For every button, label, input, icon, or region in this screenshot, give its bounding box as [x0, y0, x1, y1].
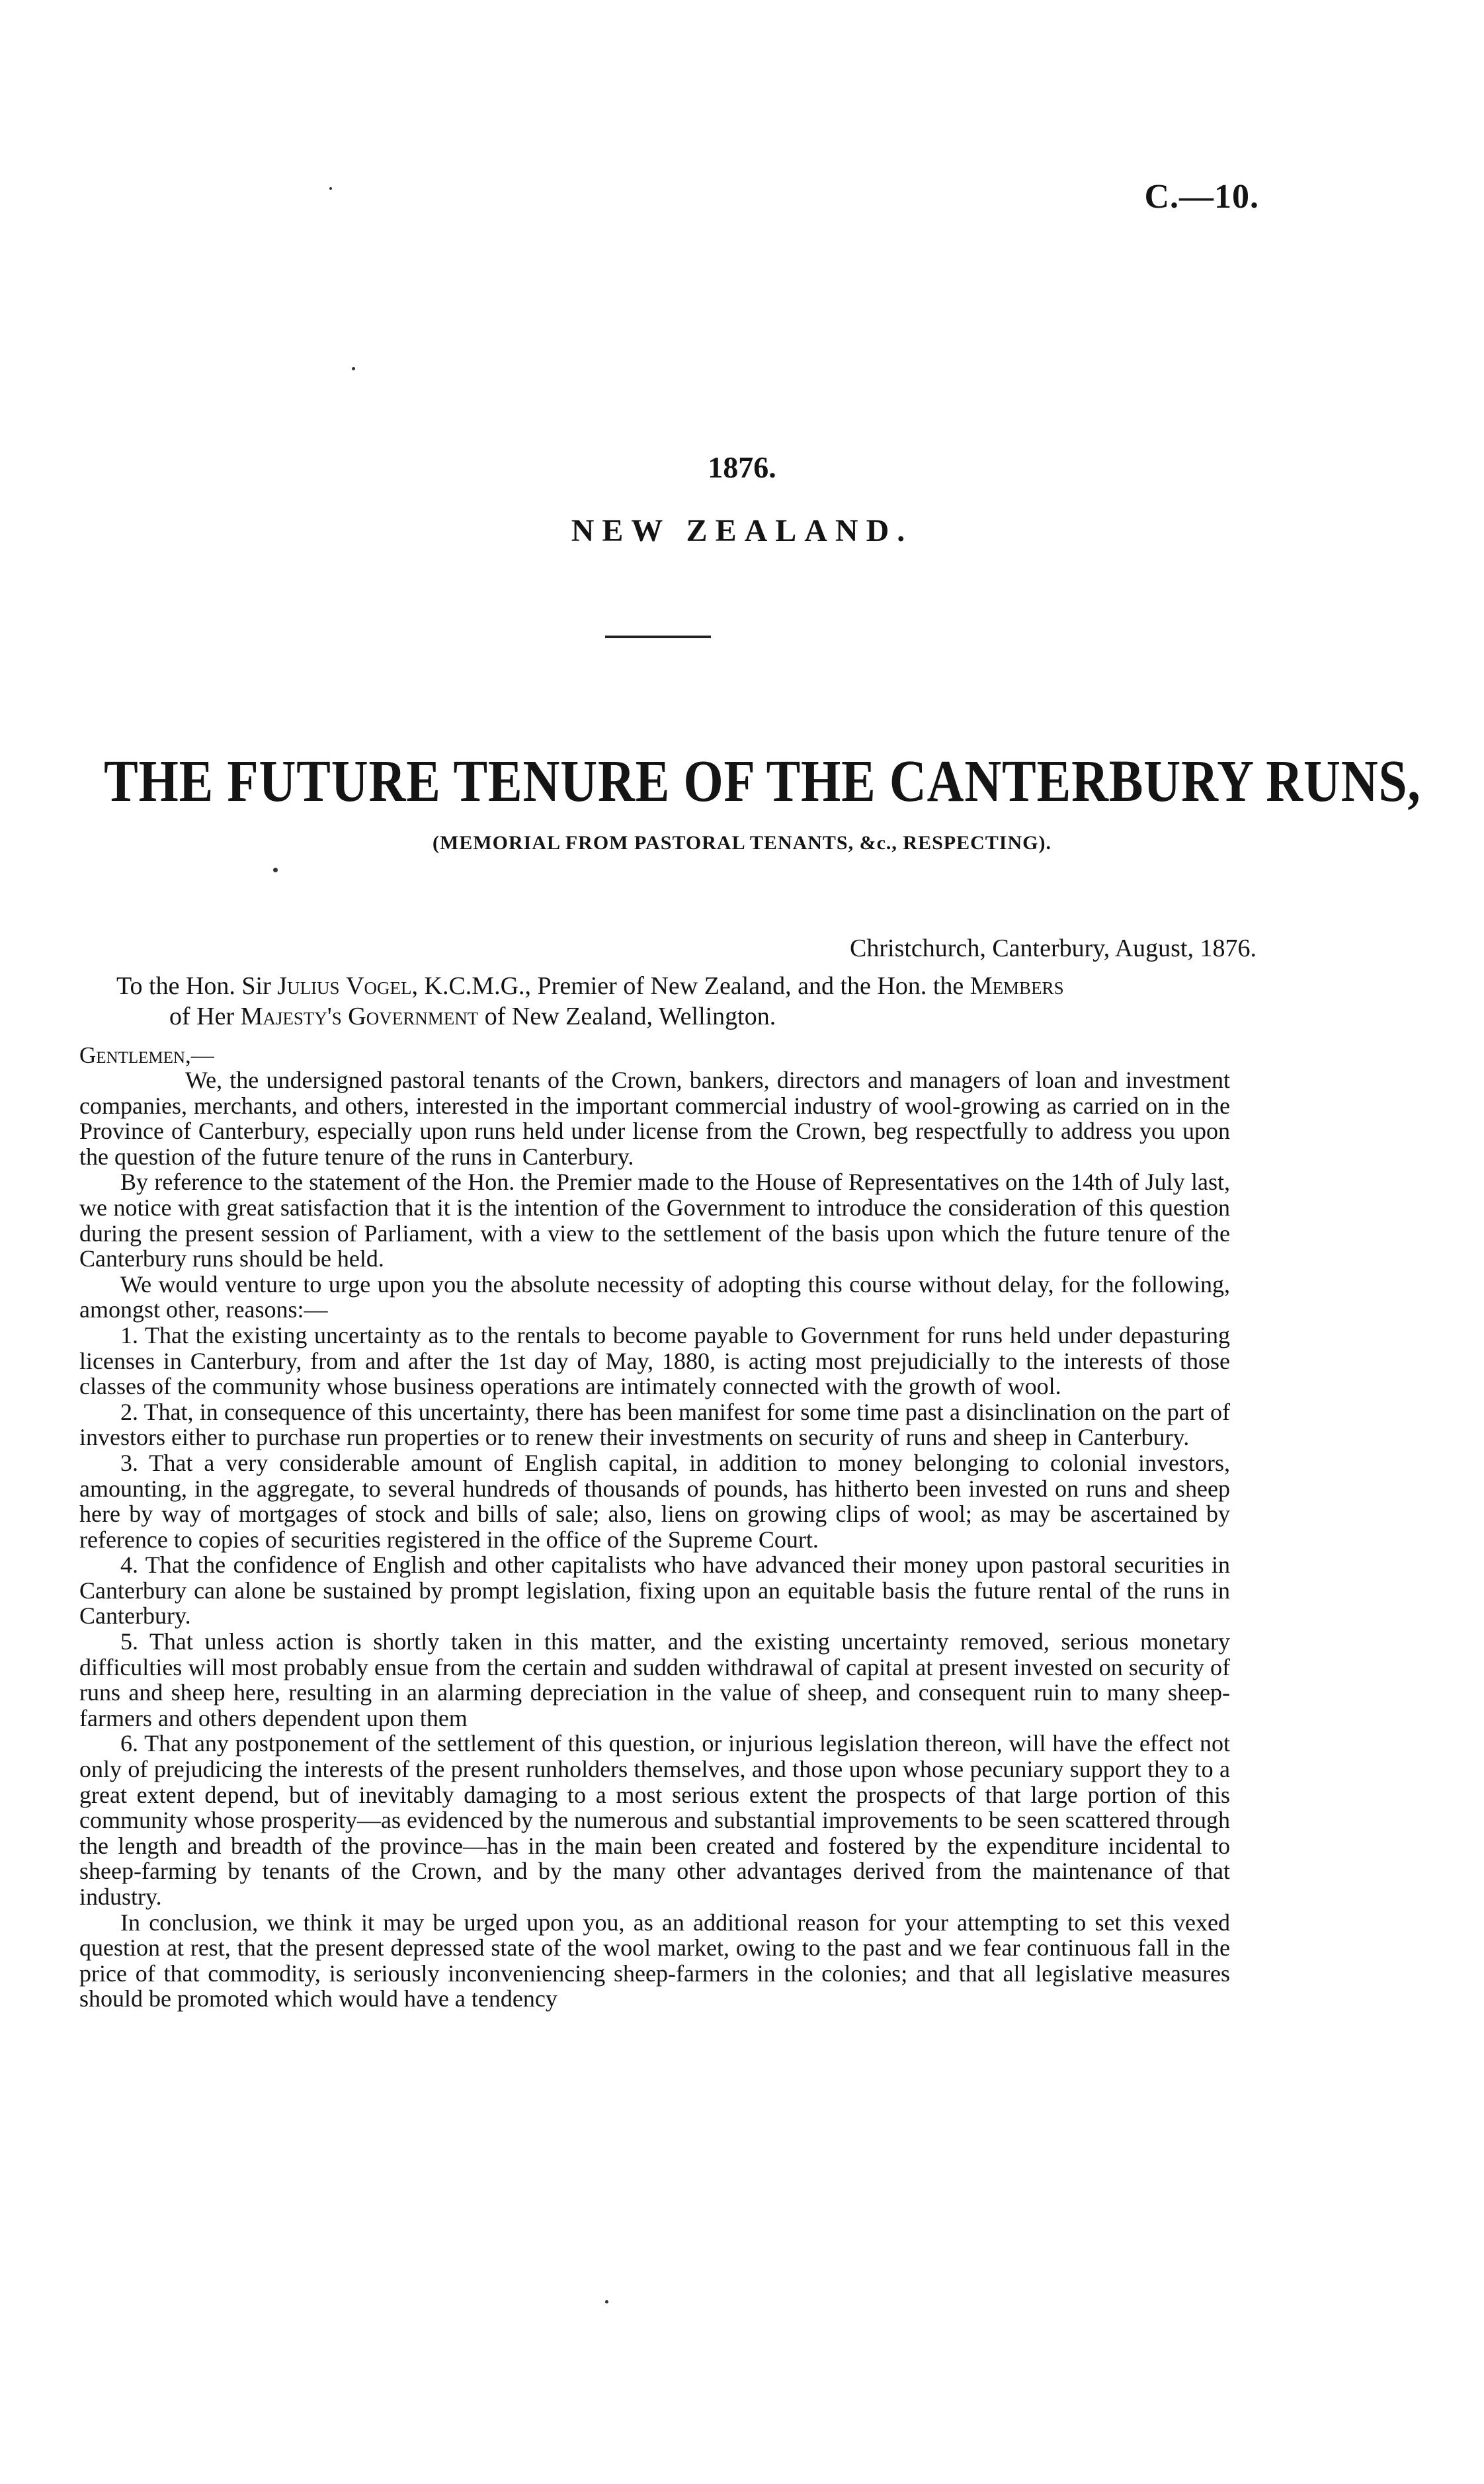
- address-majesty: Majesty's: [240, 1003, 342, 1030]
- body-paragraph: 1. That the existing uncertainty as to the rentals to become payable to Government for runs held under depasturing licenses in Canterbury, from and after the 1st day of May, 1880, is acting most prejudicially to the interests of those classes of the community whose business operations are intimately connected with the growth of wool.: [79, 1321, 1230, 1400]
- body-paragraph: We, the undersigned pastoral tenants of the Crown, bankers, directors and managers of loan and investment companies, merchants, and others, interested in the important commercial industry of wool-growing as carried on in the Province of Canterbury, especially upon runs held under license from the Crown, beg respectfully to address you upon the question of the future tenure of the runs in Canterbury.: [79, 1067, 1230, 1170]
- salutation: Gentlemen,—: [79, 1042, 214, 1068]
- document-title: THE FUTURE TENURE OF THE CANTERBURY RUNS,: [104, 749, 1421, 814]
- document-year: 1876.: [708, 450, 776, 484]
- body-paragraph: 4. That the confidence of English and other capitalists who have advanced their money upon pastoral securities in Canterbury can alone be sustained by prompt legislation, fixing upon an equitable basis the future rental of the runs in Canterbury.: [79, 1552, 1230, 1630]
- address-government: Government: [348, 1003, 479, 1030]
- address-text: of Her: [169, 1003, 235, 1030]
- place-and-date: Christchurch, Canterbury, August, 1876.: [850, 934, 1257, 962]
- memorial-body: [79, 1067, 1230, 2012]
- body-paragraph: 2. That, in consequence of this uncertainty, there has been manifest for some time past a disinclination on the part of investors either to purchase run properties or to renew their investments on security of runs and sheep in Canterbury.: [79, 1398, 1230, 1451]
- body-paragraph: 3. That a very considerable amount of English capital, in addition to money belonging to colonial investors, amounting, in the aggregate, to several hundreds of thousands of pounds, has hitherto been invested on runs and sheep here by way of mortgages of stock and bills of sale; also, liens on growing clips of wool; as may be ascertained by reference to copies of securities registered in the office of the Supreme Court.: [79, 1449, 1230, 1553]
- addressee-line-1: [116, 971, 1227, 1001]
- body-paragraph: 5. That unless action is shortly taken in this matter, and the existing uncertainty removed, serious monetary difficulties will most probably ensue from the certain and sudden withdrawal of capital at present invested on security of runs and sheep here, resulting in an alarming depreciation in the value of sheep, and consequent ruin to many sheep-farmers and others dependent upon them: [79, 1628, 1230, 1731]
- document-country: NEW ZEALAND.: [571, 513, 913, 548]
- speck-mark: [352, 367, 355, 370]
- address-members: Members: [969, 972, 1064, 1000]
- body-paragraph: 6. That any postponement of the settlement of this question, or injurious legislation thereon, will have the effect not only of prejudicing the interests of the present runholders themselves, and those upon whose pecuniary support they to a great extent depend, but of inevitably damaging to a most serious extent the prospects of that large portion of this community whose prosperity—as evidenced by the numerous and substantial improvements to be seen scattered through the length and breadth of the province—has in the main been created and fostered by the expenditure incidental to sheep-farming by tenants of the Crown, and by the many other advantages derived from the maintenance of that industry.: [79, 1730, 1230, 1910]
- body-paragraph: In conclusion, we think it may be urged upon you, as an additional reason for your attempting to set this vexed question at rest, that the present depressed state of the wool market, owing to the past and we fear continuous fall in the price of that commodity, is seriously inconveniencing sheep-farmers in the colonies; and that all legislative measures should be promoted which would have a tendency: [79, 1909, 1230, 2012]
- speck-mark: [273, 868, 278, 872]
- body-paragraph: By reference to the statement of the Hon. the Premier made to the House of Representatives on the 14th of July last, we notice with great satisfaction that it is the intention of the Government to introduce the consideration of this question during the present session of Parliament, with a view to the settlement of the basis upon which the future tenure of the Canterbury runs should be held.: [79, 1169, 1230, 1272]
- document-subtitle: (MEMORIAL FROM PASTORAL TENANTS, &c., RESPECTING).: [433, 832, 1051, 854]
- address-text: of New Zealand, Wellington.: [484, 1003, 776, 1030]
- address-text: , K.C.M.G., Premier of New Zealand, and the Hon. the: [411, 972, 964, 1000]
- speck-mark: [605, 2300, 608, 2303]
- body-paragraph: We would venture to urge upon you the absolute necessity of adopting this course without delay, for the following, amongst other, reasons:—: [79, 1270, 1230, 1323]
- addressee-last-name: Vogel: [346, 972, 412, 1000]
- addressee-first-name: Julius: [277, 972, 340, 1000]
- title-divider: [605, 636, 711, 638]
- address-text: To the Hon. Sir: [116, 972, 271, 1000]
- document-reference: C.—10.: [1144, 178, 1259, 216]
- addressee-line-2: [116, 1001, 1227, 1032]
- addressee-block: [116, 971, 1227, 1032]
- speck-mark: [329, 187, 332, 190]
